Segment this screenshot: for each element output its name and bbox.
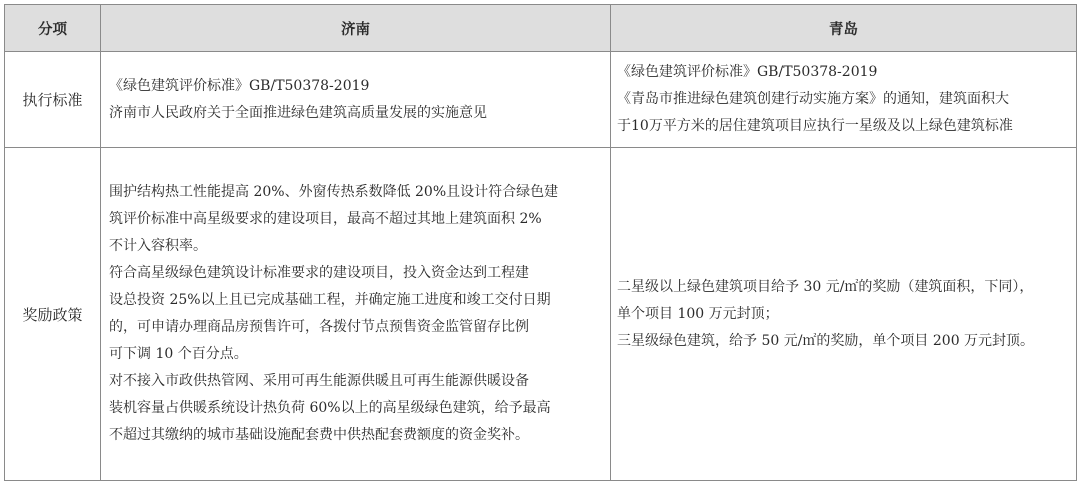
text-line: 《绿色建筑评价标准》GB/T50378-2019 — [109, 77, 370, 94]
text-line: 围护结构热工性能提高 20%、外窗传热系数降低 20%且设计符合绿色建 — [109, 184, 559, 200]
header-category: 分项 — [5, 5, 101, 52]
text-line: 《青岛市推进绿色建筑创建行动实施方案》的通知，建筑面积大 — [617, 91, 1009, 107]
cell-jinan-standard — [101, 52, 611, 148]
text-line: 符合高星级绿色建筑设计标准要求的建设项目，投入资金达到工程建 — [109, 265, 529, 281]
text-line: 济南市人民政府关于全面推进绿色建筑高质量发展的实施意见 — [109, 104, 487, 121]
text-line: 不超过其缴纳的城市基础设施配套费中供热配套费额度的资金奖补。 — [109, 427, 529, 443]
text-line: 单个项目 100 万元封顶； — [617, 305, 779, 322]
table-row-standard — [5, 52, 1077, 148]
text-line: 对不接入市政供热管网、采用可再生能源供暖且可再生能源供暖设备 — [109, 373, 529, 389]
policy-comparison-table — [4, 4, 1077, 481]
header-row — [5, 5, 1077, 52]
text-line: 设总投资 25%以上且已完成基础工程，并确定施工进度和竣工交付日期 — [109, 292, 551, 308]
text-line: 于10万平方米的居住建筑项目应执行一星级及以上绿色建筑标准 — [617, 118, 1013, 134]
cell-jinan-reward — [101, 148, 611, 481]
row-label-reward: 奖励政策 — [5, 148, 101, 481]
text-line: 三星级绿色建筑，给予 50 元/㎡的奖励，单个项目 200 万元封顶。 — [617, 332, 1035, 349]
header-jinan: 济南 — [101, 5, 611, 52]
text-line: 可下调 10 个百分点。 — [109, 346, 248, 362]
text-line: 不计入容积率。 — [109, 238, 207, 254]
text-line: 的，可申请办理商品房预售许可，各拨付节点预售资金监管留存比例 — [109, 319, 529, 335]
text-line: 《绿色建筑评价标准》GB/T50378-2019 — [617, 64, 878, 80]
cell-qingdao-standard — [611, 52, 1077, 148]
cell-qingdao-reward — [611, 148, 1077, 481]
text-line: 装机容量占供暖系统设计热负荷 60%以上的高星级绿色建筑，给予最高 — [109, 400, 551, 416]
table-row-reward — [5, 148, 1077, 481]
row-label-standard: 执行标准 — [5, 52, 101, 148]
text-line: 筑评价标准中高星级要求的建设项目，最高不超过其地上建筑面积 2% — [109, 211, 542, 227]
header-qingdao: 青岛 — [611, 5, 1077, 52]
text-line: 二星级以上绿色建筑项目给予 30 元/㎡的奖励（建筑面积，下同）， — [617, 278, 1034, 295]
